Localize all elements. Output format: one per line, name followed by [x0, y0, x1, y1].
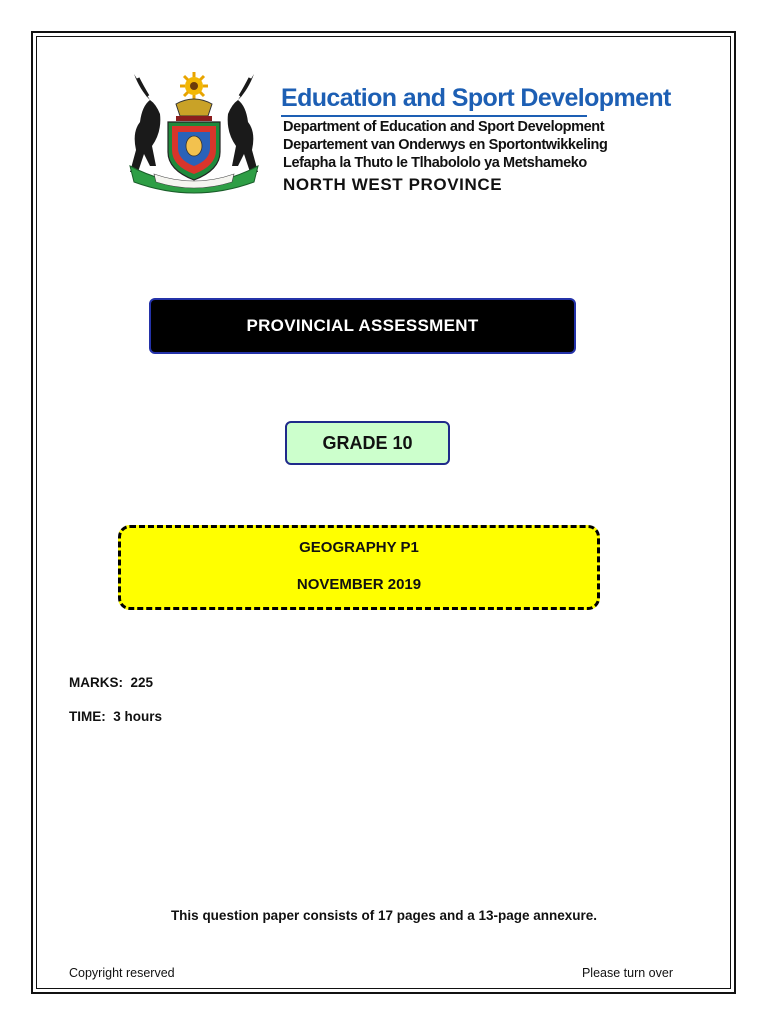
time-text: TIME: 3 hours — [69, 709, 163, 724]
assessment-label: PROVINCIAL ASSESSMENT — [246, 316, 479, 335]
department-line-setswana: Lefapha la Thuto le Tlhabololo ya Metshameko — [283, 155, 587, 171]
subject-box — [118, 525, 600, 610]
title-underline — [281, 115, 587, 117]
turn-over-footer: Please turn over — [581, 966, 673, 980]
grade-box — [285, 421, 450, 465]
department-line-english: Department of Education and Sport Development — [283, 119, 605, 135]
subject-name: GEOGRAPHY P1 — [299, 539, 419, 556]
assessment-banner — [149, 298, 576, 354]
department-title: Education and Sport Development — [281, 84, 671, 112]
copyright-footer: Copyright reserved — [69, 966, 175, 980]
coat-of-arms-icon — [120, 70, 268, 194]
department-line-afrikaans: Departement van Onderwys en Sportontwikkeling — [283, 137, 608, 153]
grade-label: GRADE 10 — [322, 432, 413, 453]
province-name: NORTH WEST PROVINCE — [283, 175, 503, 194]
marks-text: MARKS: 225 — [69, 675, 154, 690]
page-count-note: This question paper consists of 17 pages and a 13-page annexure. — [170, 908, 598, 923]
exam-date: NOVEMBER 2019 — [296, 576, 422, 593]
